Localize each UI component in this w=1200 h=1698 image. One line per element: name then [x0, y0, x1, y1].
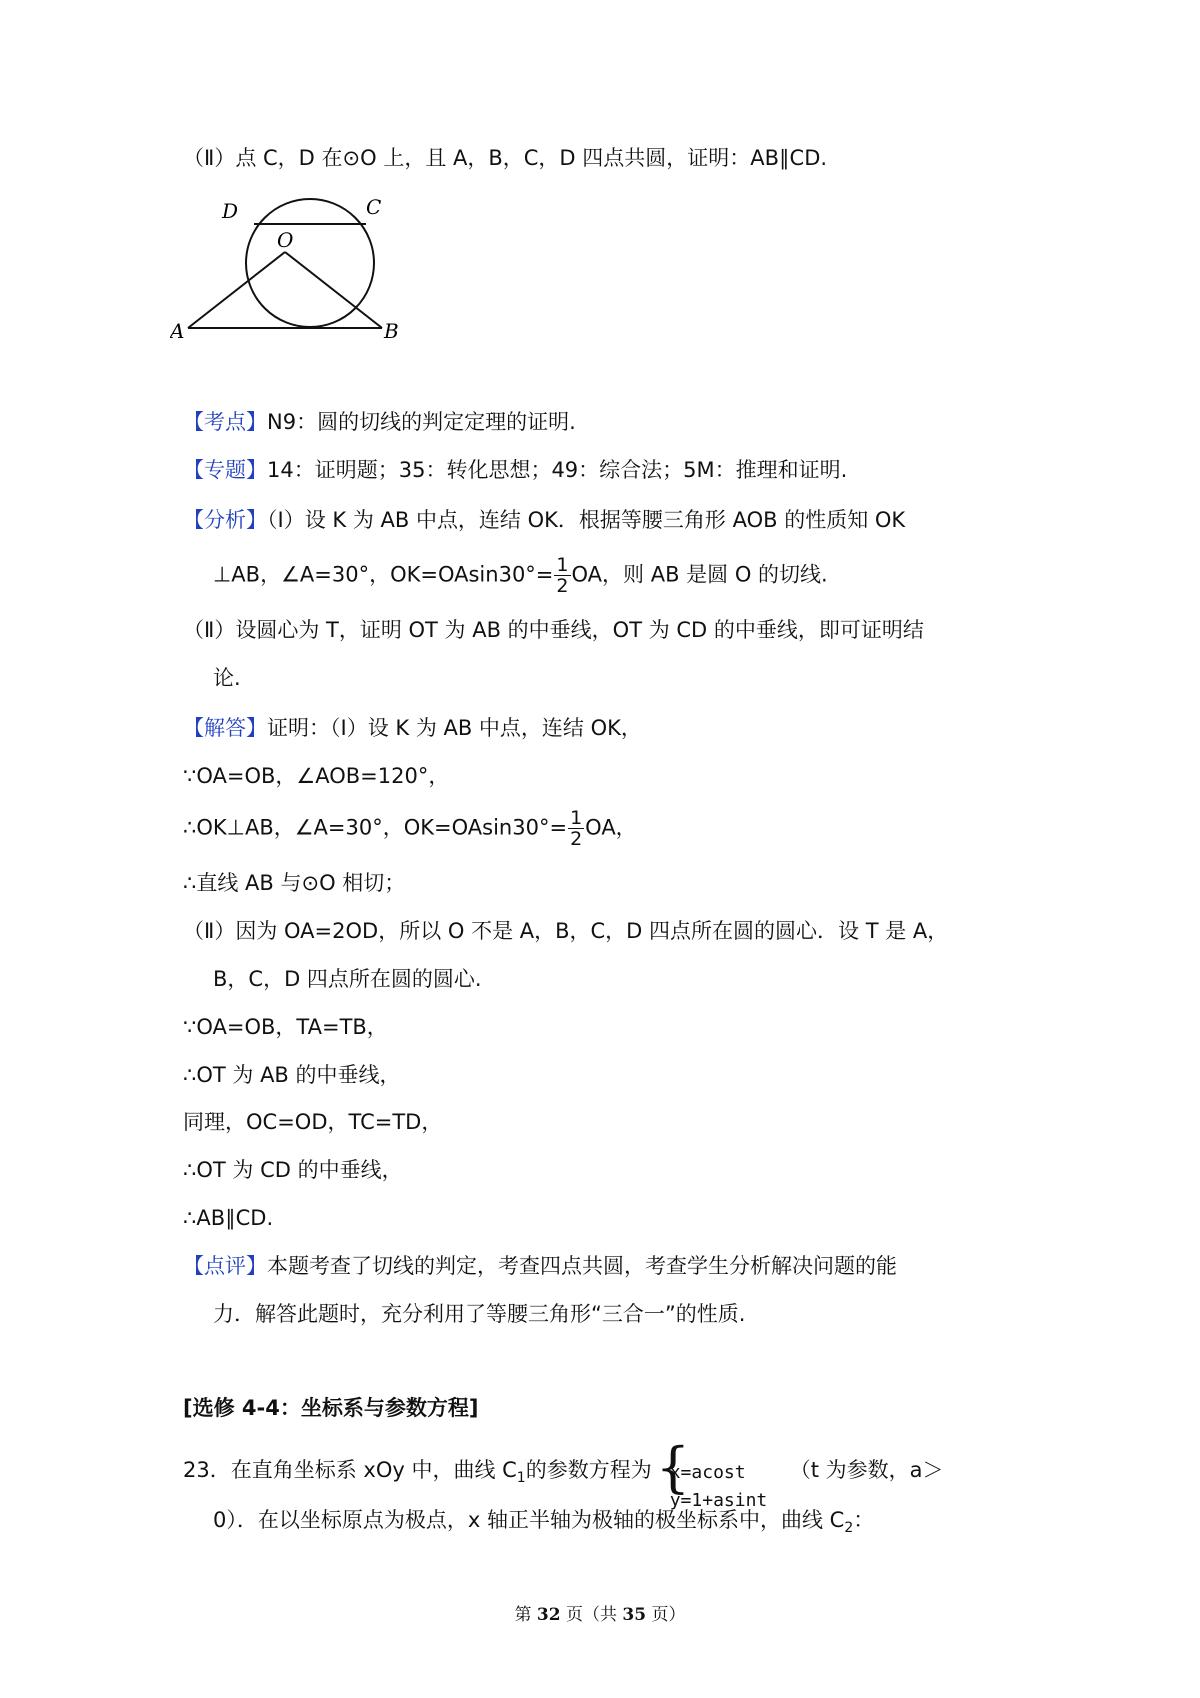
footer-page-number: 32: [536, 1605, 561, 1625]
kaodian-tag: 【考点】: [183, 410, 267, 434]
fenxi-text-2b: OA，则 AB 是圆 O 的切线.: [571, 562, 828, 587]
circle-figure: [170, 190, 430, 360]
q23-text-1a: 23．在直角坐标系 xOy 中，曲线 C: [183, 1458, 517, 1482]
section-title: [选修 4-4：坐标系与参数方程]: [183, 1396, 479, 1420]
fraction-numerator: 1: [556, 554, 569, 576]
footer-pre: 第: [514, 1605, 537, 1625]
kaodian-text: N9：圆的切线的判定定理的证明.: [267, 410, 576, 434]
parametric-system: [655, 1436, 786, 1511]
jieda-tag: 【解答】: [183, 716, 267, 740]
q23-text-2a: 0）．在以坐标原点为极点，x 轴正半轴为极轴的极坐标系中，曲线 C: [213, 1508, 845, 1532]
q23-text-1b: 的参数方程为: [525, 1458, 652, 1482]
label-b: B: [384, 319, 399, 343]
fraction-denominator: 2: [570, 828, 583, 850]
page-footer: [0, 1600, 1200, 1625]
jieda-line-1: [183, 713, 642, 743]
jieda-line-11: ∴AB∥CD.: [183, 1206, 274, 1230]
fenxi-text-1: （Ⅰ）设 K 为 AB 中点，连结 OK．根据等腰三角形 AOB 的性质知 OK: [267, 508, 906, 532]
jieda-line-4: ∴直线 AB 与⊙O 相切；: [183, 871, 406, 895]
label-c: C: [366, 195, 382, 219]
kaodian-line: [183, 407, 576, 437]
fraction-one-half: [568, 808, 584, 849]
jieda-text-1: 证明：（Ⅰ）设 K 为 AB 中点，连结 OK，: [267, 716, 642, 740]
segment-oa: [188, 252, 285, 328]
jieda-line-8: ∴OT 为 AB 的中垂线，: [183, 1063, 401, 1087]
zhuanti-text: 14：证明题；35：转化思想；49：综合法；5M：推理和证明.: [267, 458, 848, 482]
label-o: O: [277, 228, 294, 252]
zhuanti-tag: 【专题】: [183, 458, 267, 482]
zhuanti-line: [183, 455, 847, 485]
footer-total-pages: 35: [622, 1605, 647, 1625]
dianping-line-1: [183, 1251, 897, 1281]
label-a: A: [170, 319, 185, 343]
fenxi-line-4: 论.: [213, 666, 241, 690]
left-brace-icon: {: [655, 1436, 691, 1499]
fenxi-line-1: [183, 505, 905, 535]
dianping-tag: 【点评】: [183, 1254, 267, 1278]
jieda-line-3: [183, 808, 637, 849]
fraction-denominator: 2: [556, 575, 569, 597]
fraction-one-half: [554, 555, 570, 596]
q23-line-1: [183, 1436, 944, 1511]
dianping-line-2: 力．解答此题时，充分利用了等腰三角形“三合一”的性质.: [213, 1302, 746, 1326]
jieda-line-2: ∵OA=OB，∠AOB=120°，: [183, 764, 450, 788]
jieda-line-6: B，C，D 四点所在圆的圆心.: [213, 967, 482, 991]
q23-text-1c: （t 为参数，a＞: [789, 1458, 944, 1482]
fenxi-line-3: （Ⅱ）设圆心为 T，证明 OT 为 AB 的中垂线，OT 为 CD 的中垂线，即可证明结: [183, 618, 924, 642]
jieda-line-5: （Ⅱ）因为 OA=2OD，所以 O 不是 A，B，C，D 四点所在圆的圆心．设 T 是 A，: [183, 919, 949, 943]
jieda-text-3b: OA，: [585, 815, 637, 840]
fenxi-line-2: [213, 555, 828, 596]
jieda-line-7: ∵OA=OB，TA=TB，: [183, 1015, 388, 1039]
system-line-1: x=acost: [669, 1462, 746, 1483]
q23-line-2: [213, 1505, 874, 1543]
label-d: D: [222, 199, 239, 223]
fenxi-tag: 【分析】: [183, 508, 267, 532]
system-line-2: y=1+asint: [669, 1490, 768, 1511]
jieda-line-10: ∴OT 为 CD 的中垂线，: [183, 1158, 403, 1182]
jieda-text-3a: ∴OK⊥AB，∠A=30°，OK=OAsin30°=: [183, 815, 568, 840]
subscript-1: 1: [516, 1470, 526, 1487]
fenxi-text-2a: ⊥AB，∠A=30°，OK=OAsin30°=: [213, 562, 554, 587]
part2-prompt: （Ⅱ）点 C，D 在⊙O 上，且 A，B，C，D 四点共圆，证明：AB∥CD.: [183, 146, 828, 170]
fraction-numerator: 1: [570, 807, 583, 829]
dianping-text-1: 本题考查了切线的判定，考查四点共圆，考查学生分析解决问题的能: [267, 1254, 897, 1278]
jieda-line-9: 同理，OC=OD，TC=TD，: [183, 1110, 443, 1134]
footer-mid: 页（共: [560, 1605, 623, 1625]
subscript-2: 2: [844, 1520, 854, 1537]
footer-post: 页）: [646, 1605, 686, 1625]
q23-text-2b: ：: [853, 1508, 875, 1532]
